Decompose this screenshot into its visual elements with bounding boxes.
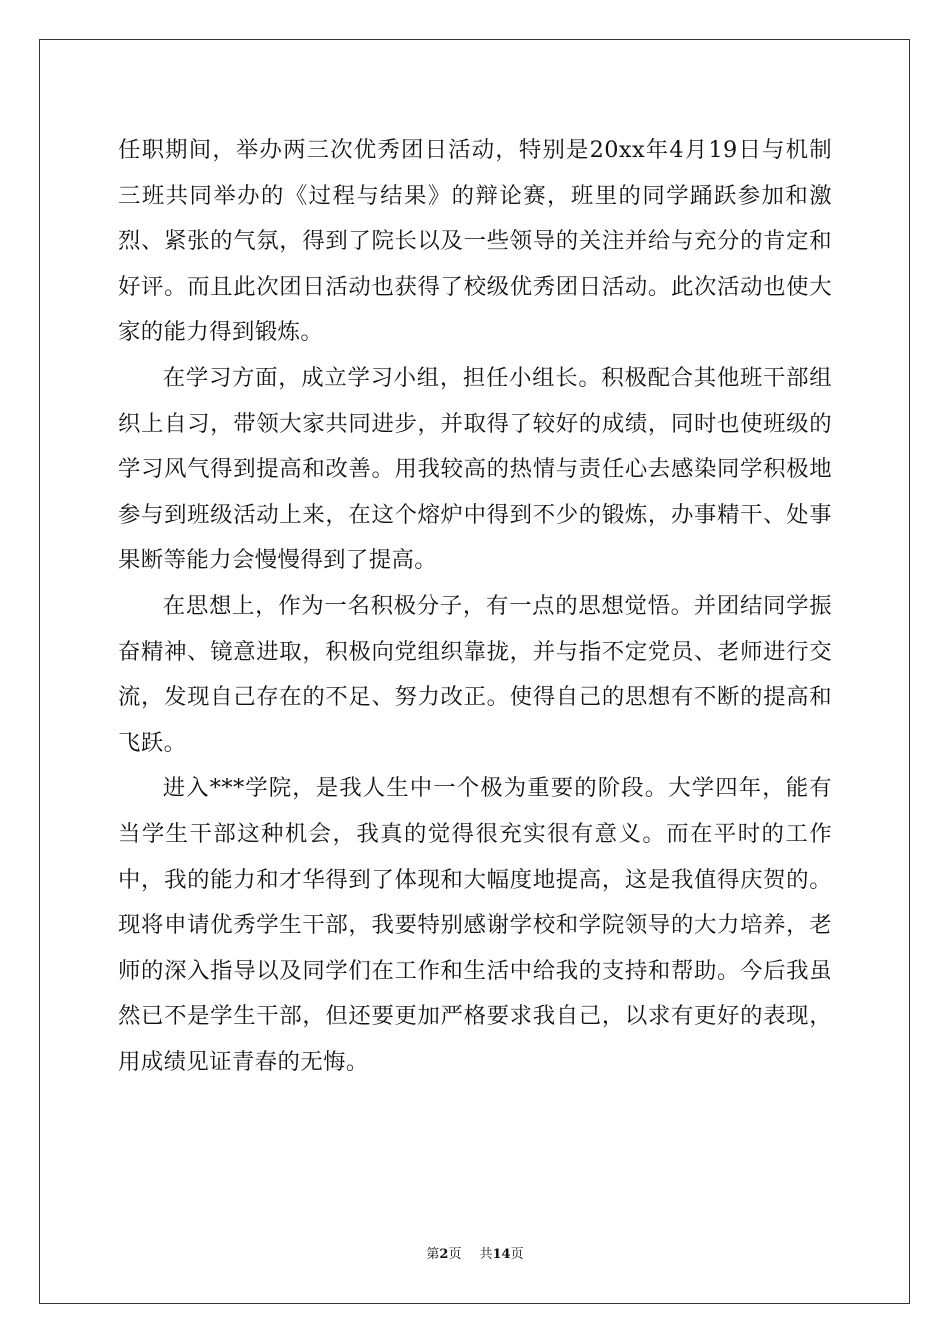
paragraph-4: 进入***学院，是我人生中一个极为重要的阶段。大学四年，能有当学生干部这种机会，我真的觉得很充实很有意义。而在平时的工作中，我的能力和才华得到了体现和大幅度地提高，这是我值得庆贺的。现将申请优秀学生干部，我要特别感谢学校和学院领导的大力培养，老师的深入指导以及同学们在工作和生活中给我的支持和帮助。今后我虽然已不是学生干部，但还要更加严格要求我自己，以求有更好的表现，用成绩见证青春的无悔。 [118,775,832,1075]
total-suffix: 页 [510,1247,524,1262]
document-body [118,128,832,1085]
total-prefix: 共 [479,1247,493,1262]
page-total: 14 [492,1247,511,1262]
page-suffix: 页 [448,1247,462,1262]
paragraph-3: 在思想上，作为一名积极分子，有一点的思想觉悟。并团结同学振奋精神、镜意进取，积极向党组织靠拢，并与指不定党员、老师进行交流，发现自己存在的不足、努力改正。使得自己的思想有不断的提高和飞跃。 [118,592,832,756]
paragraph-2: 在学习方面，成立学习小组，担任小组长。积极配合其他班干部组织上自习，带领大家共同进步，并取得了较好的成绩，同时也使班级的学习风气得到提高和改善。用我较高的热情与责任心去感染同学积极地参与到班级活动上来，在这个熔炉中得到不少的锻炼，办事精干、处事果断等能力会慢慢得到了提高。 [118,364,832,574]
paragraph-1: 任职期间，举办两三次优秀团日活动，特别是20xx年4月19日与机制三班共同举办的《过程与结果》的辩论赛，班里的同学踊跃参加和激烈、紧张的气氛，得到了院长以及一些领导的关注并给与充分的肯定和好评。而且此次团日活动也获得了校级优秀团日活动。此次活动也使大家的能力得到锻炼。 [118,137,832,346]
page-prefix: 第 [426,1247,440,1262]
page-current: 2 [439,1247,449,1262]
page-footer [0,1247,950,1263]
